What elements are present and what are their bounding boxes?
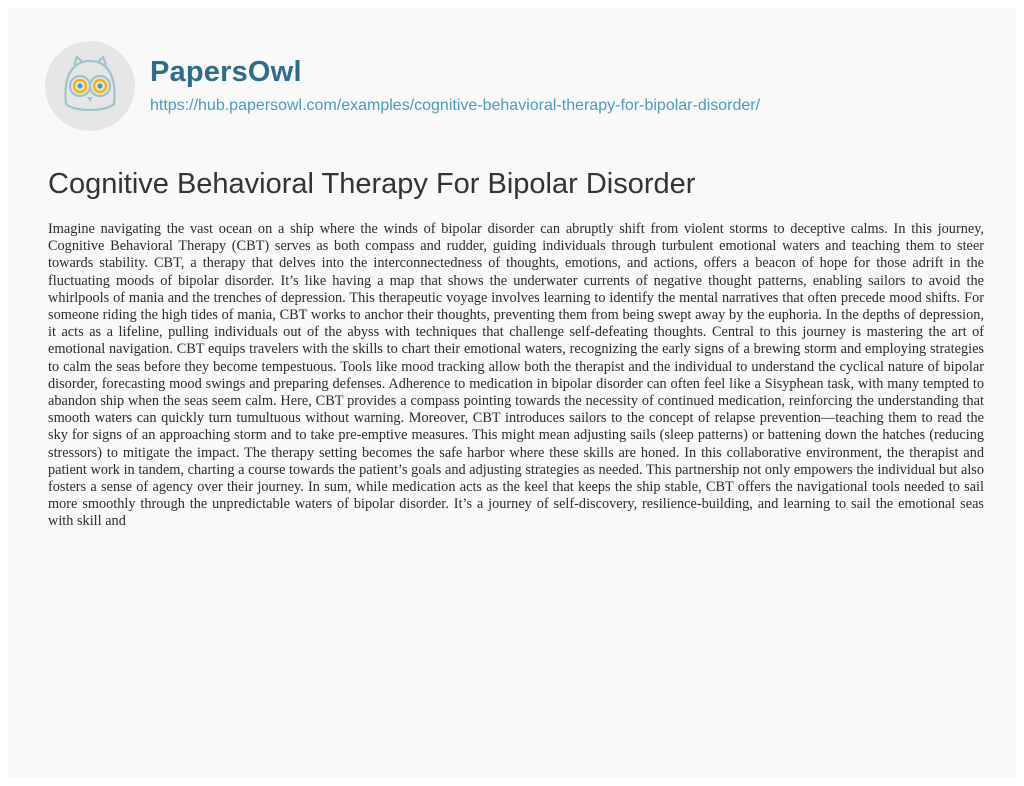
- brand-name[interactable]: PapersOwl: [150, 56, 302, 88]
- page-title: Cognitive Behavioral Therapy For Bipolar Disorder: [48, 168, 696, 200]
- brand-block: [150, 55, 760, 117]
- source-url-link[interactable]: https://hub.papersowl.com/examples/cognitive-behavioral-therapy-for-bipolar-disorder/: [150, 97, 761, 114]
- owl-logo-icon[interactable]: [44, 40, 136, 132]
- owl-left-pupil: [77, 83, 82, 88]
- owl-right-pupil: [97, 83, 102, 88]
- owl-logo-graphic: [44, 40, 136, 132]
- article-body: Imagine navigating the vast ocean on a ship where the winds of bipolar disorder can abruptly shift from violent storms to deceptive calms. In this journey, Cognitive Behavioral Therapy (CBT) serves as both compass and rudder, guiding individuals through turbulent emotional waters and teaching them to steer towards stability. CBT, a therapy that delves into the interconnectedness of thoughts, emotions, and actions, offers a beacon of hope for those adrift in the fluctuating moods of bipolar disorder. It’s like having a map that shows the underwater currents of negative thought patterns, enabling sailors to avoid the whirlpools of mania and the trenches of depression. This therapeutic voyage involves learning to identify the mental narratives that often precede mood shifts. For someone riding the high tides of mania, CBT works to anchor their thoughts, preventing them from being swept away by the euphoria. In the depths of depression, it acts as a lifeline, pulling individuals out of the abyss with techniques that challenge self-defeating thoughts. Central to this journey is mastering the art of emotional navigation. CBT equips travelers with the skills to chart their emotional waters, recognizing the early signs of a brewing storm and employing strategies to calm the seas before they become tempestuous. Tools like mood tracking allow both the therapist and the individual to understand the cyclical nature of bipolar disorder, forecasting mood swings and preparing defenses. Adherence to medication in bipolar disorder can often feel like a Sisyphean task, with many tempted to abandon ship when the seas seem calm. Here, CBT provides a compass pointing towards the necessity of continued medication, reinforcing the understanding that smooth waters can quickly turn tumultuous without warning. Moreover, CBT introduces sailors to the concept of relapse prevention—teaching them to read the sky for signs of an approaching storm and to take pre-emptive measures. This might mean adjusting sails (sleep patterns) or battening down the hatches (reducing stressors) to mitigate the impact. The therapy setting becomes the safe harbor where these skills are honed. In this collaborative environment, the therapist and patient work in tandem, charting a course towards the patient’s goals and adjusting strategies as needed. This partnership not only empowers the individual but also fosters a sense of agency over their journey. In sum, while medication acts as the keel that keeps the ship stable, CBT offers the navigational tools needed to sail more smoothly through the unpredictable waters of bipolar disorder. It’s a journey of self-discovery, resilience-building, and learning to sail the emotional seas with skill and: [48, 221, 984, 530]
- site-header: [44, 36, 760, 136]
